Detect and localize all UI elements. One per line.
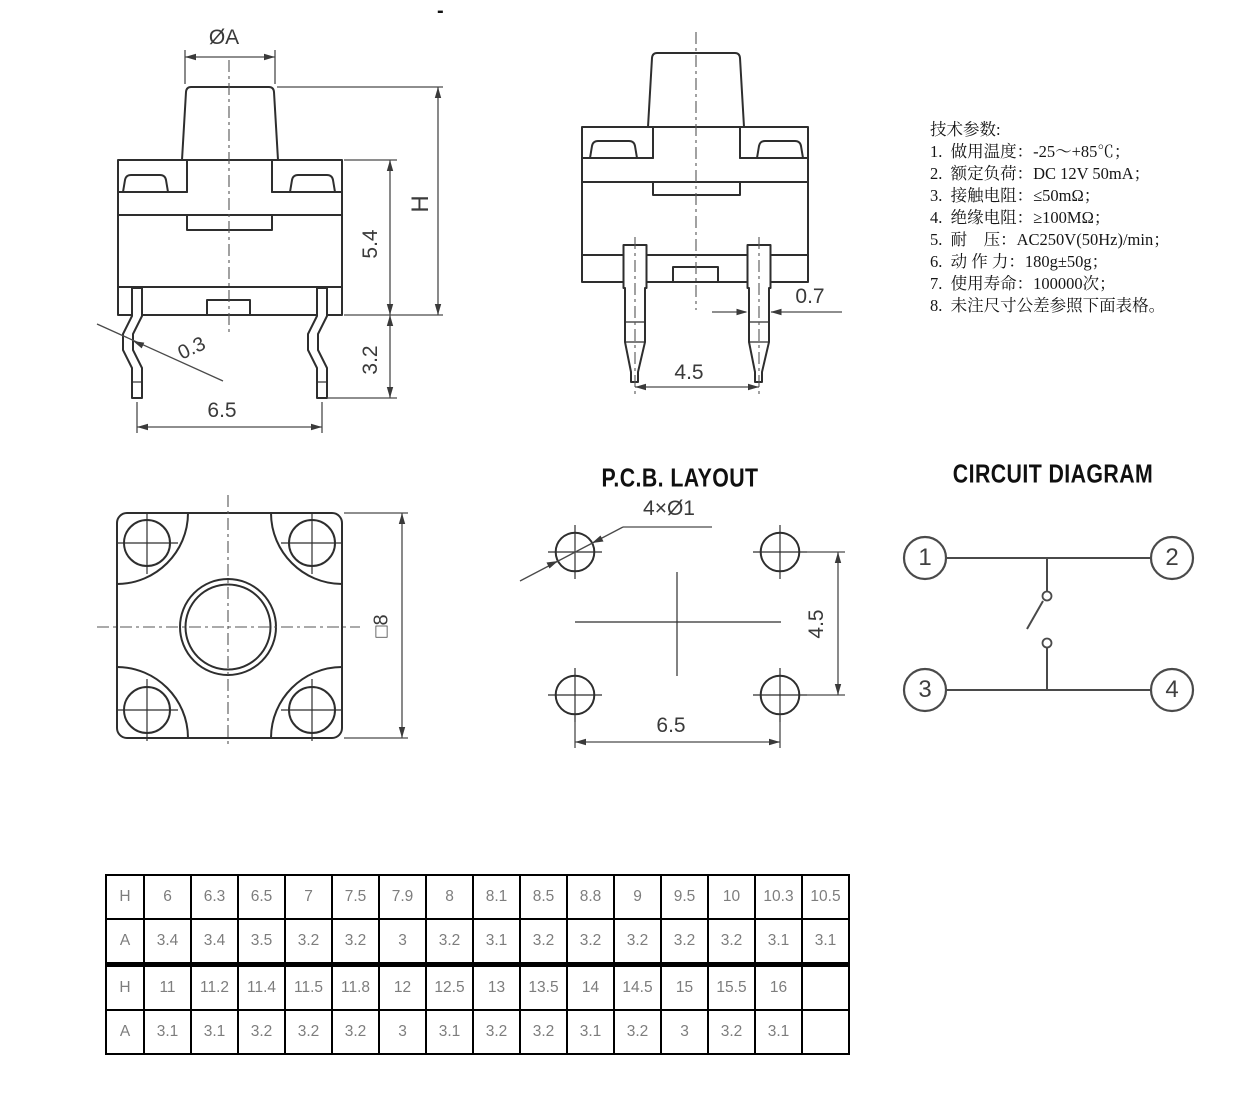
value-cell: 3.2 [567,919,614,965]
top-view-size-label: □8 [370,614,393,638]
table-row [106,965,849,1011]
value-cell: 8 [426,875,473,919]
value-cell: 3.2 [614,919,661,965]
spec-line: 1. 做用温度：-25～+85℃； [930,142,1131,161]
spec-line: 7. 使用寿命：100000次； [930,274,1116,293]
value-cell: 10.3 [755,875,802,919]
table-row [106,919,849,965]
value-cell: 12.5 [426,965,473,1011]
value-cell: 14.5 [614,965,661,1011]
value-cell: 3.2 [520,919,567,965]
pcb-dim-horizontal-pitch-label: 6.5 [656,714,686,737]
side-view-drawing [582,32,808,395]
spec-line: 8. 未注尺寸公差参照下面表格。 [930,296,1166,315]
value-cell: 8.1 [473,875,520,919]
value-cell: 6.5 [238,875,285,919]
page-top-dash: - [437,0,444,22]
value-cell: 11.4 [238,965,285,1011]
row-label-cell: A [106,919,144,965]
circuit-diagram-drawing [904,537,1193,711]
side-view-dimensions [635,309,842,390]
ha-table-body [106,875,849,1054]
value-cell: 3.1 [755,919,802,965]
value-cell: 3.2 [708,919,755,965]
value-cell: 3.1 [567,1010,614,1054]
row-label-cell: A [106,1010,144,1054]
technical-parameters-block [930,119,1170,317]
value-cell: 3.2 [708,1010,755,1054]
value-cell: 6.3 [191,875,238,919]
value-cell: 3 [661,1010,708,1054]
value-cell: 3.1 [426,1010,473,1054]
top-view-drawing [97,495,360,747]
value-cell: 6 [144,875,191,919]
terminal-3-label: 3 [918,676,932,703]
value-cell: 7.9 [379,875,426,919]
front-view-dimensions [97,50,443,433]
row-label-cell: H [106,875,144,919]
ha-table [105,874,850,1055]
spec-line: 4. 绝缘电阻：≥100MΩ； [930,208,1111,227]
value-cell: 13 [473,965,520,1011]
pcb-hole-callout-label: 4×Ø1 [643,497,695,520]
terminal-1-label: 1 [918,544,932,571]
value-cell: 3.2 [285,1010,332,1054]
value-cell: 14 [567,965,614,1011]
specs-heading: 技术参数: [930,120,1001,139]
value-cell: 3.2 [661,919,708,965]
circuit-diagram-title: CIRCUIT DIAGRAM [952,458,1154,489]
value-cell: 3.1 [802,919,849,965]
value-cell: 3.1 [473,919,520,965]
spec-line: 3. 接触电阻：≤50mΩ； [930,186,1101,205]
value-cell: 3.1 [755,1010,802,1054]
value-cell: 3.4 [191,919,238,965]
value-cell: 12 [379,965,426,1011]
value-cell: 9 [614,875,661,919]
side-dim-pin-spacing-label: 4.5 [674,361,704,384]
value-cell: 3.2 [332,919,379,965]
spec-line: 5. 耐 压：AC250V(50Hz)/min； [930,230,1170,249]
value-cell: 13.5 [520,965,567,1011]
value-cell: 16 [755,965,802,1011]
value-cell: 8.5 [520,875,567,919]
value-cell: 15.5 [708,965,755,1011]
value-cell: 3.2 [473,1010,520,1054]
terminal-2-label: 2 [1165,544,1179,571]
value-cell: 3.2 [520,1010,567,1054]
value-cell: 11.8 [332,965,379,1011]
front-dim-diameter-label: ØA [208,26,240,49]
value-cell: 9.5 [661,875,708,919]
value-cell: 7 [285,875,332,919]
value-cell: 3.2 [426,919,473,965]
value-cell: 3 [379,1010,426,1054]
value-cell: 7.5 [332,875,379,919]
value-cell [802,965,849,1011]
front-dim-lead-spacing-label: 6.5 [207,399,237,422]
value-cell [802,1010,849,1054]
value-cell: 11 [144,965,191,1011]
front-dim-height-label: H [407,195,434,213]
value-cell: 3.4 [144,919,191,965]
front-dim-body-height-label: 5.4 [359,229,382,259]
value-cell: 3 [379,919,426,965]
value-cell: 10.5 [802,875,849,919]
spec-line: 2. 额定负荷：DC 12V 50mA； [930,164,1151,183]
table-row [106,1010,849,1054]
value-cell: 3.1 [191,1010,238,1054]
value-cell: 3.2 [614,1010,661,1054]
pcb-dim-vertical-pitch-label: 4.5 [805,609,828,639]
spec-line: 6. 动 作 力：180g±50g； [930,252,1109,271]
terminal-4-label: 4 [1165,676,1179,703]
value-cell: 3.2 [332,1010,379,1054]
value-cell: 10 [708,875,755,919]
front-dim-lead-length-label: 3.2 [359,345,382,375]
value-cell: 15 [661,965,708,1011]
value-cell: 3.2 [285,919,332,965]
front-dim-lead-thickness-label: 0.3 [174,332,210,365]
table-row [106,875,849,919]
side-dim-pin-width-label: 0.7 [795,285,825,308]
value-cell: 3.1 [144,1010,191,1054]
value-cell: 3.2 [238,1010,285,1054]
value-cell: 3.5 [238,919,285,965]
pcb-layout-title: P.C.B. LAYOUT [601,462,759,493]
value-cell: 11.5 [285,965,332,1011]
value-cell: 11.2 [191,965,238,1011]
row-label-cell: H [106,965,144,1011]
front-view-drawing [118,60,342,398]
value-cell: 8.8 [567,875,614,919]
